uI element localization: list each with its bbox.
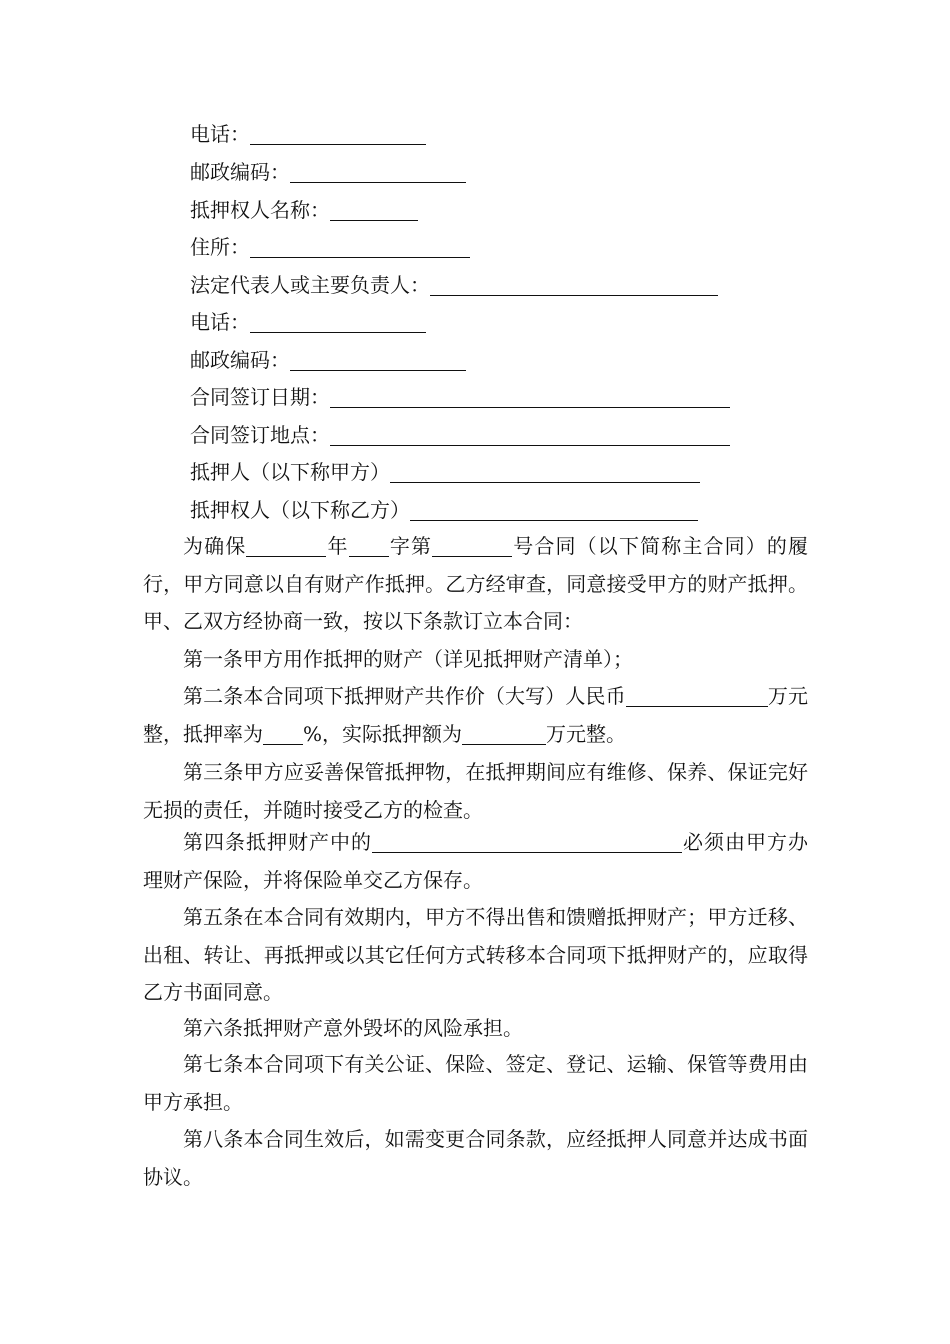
blank-line[interactable] xyxy=(626,686,746,707)
blank-line[interactable] xyxy=(746,686,768,707)
field-label: 合同签订日期： xyxy=(190,385,330,409)
field-label: 邮政编码： xyxy=(190,348,290,372)
field-label: 抵押权人名称： xyxy=(190,198,330,222)
blank-line[interactable] xyxy=(462,724,546,745)
blank-line[interactable] xyxy=(330,200,418,221)
blank-line[interactable] xyxy=(330,425,730,446)
blank-line[interactable] xyxy=(250,237,470,258)
blank-line[interactable] xyxy=(372,832,682,853)
sign-date-field xyxy=(190,382,730,412)
article-6: 第六条抵押财产意外毁坏的风险承担。 xyxy=(183,1016,523,1040)
blank-line[interactable] xyxy=(250,312,426,333)
article-2: 第二条本合同项下抵押财产共作价（大写）人民币 万元整，抵押率为 %，实际抵押额为 万元整。 xyxy=(143,684,808,746)
article-5: 第五条在本合同有效期内，甲方不得出售和馈赠抵押财产；甲方迁移、出租、转让、再抵押或以其它任何方式转移本合同项下抵押财产的，应取得乙方书面同意。 xyxy=(143,905,808,1004)
address-field xyxy=(190,232,470,262)
blank-line[interactable] xyxy=(246,536,326,557)
blank-line[interactable] xyxy=(263,724,303,745)
blank-line[interactable] xyxy=(330,387,730,408)
mortgagee-name-field xyxy=(190,195,418,225)
field-label: 电话： xyxy=(190,310,250,334)
blank-line[interactable] xyxy=(430,275,718,296)
blank-line[interactable] xyxy=(250,124,426,145)
field-label: 邮政编码： xyxy=(190,160,290,184)
blank-line[interactable] xyxy=(410,500,698,521)
blank-line[interactable] xyxy=(290,350,466,371)
phone-field-2 xyxy=(190,307,426,337)
blank-line[interactable] xyxy=(432,536,512,557)
article-3: 第三条甲方应妥善保管抵押物，在抵押期间应有维修、保养、保证完好无损的责任，并随时接受乙方的检查。 xyxy=(143,760,808,822)
field-label: 合同签订地点： xyxy=(190,423,330,447)
field-label: 抵押人（以下称甲方） xyxy=(190,460,390,484)
blank-line[interactable] xyxy=(349,536,389,557)
field-label: 抵押权人（以下称乙方） xyxy=(190,498,410,522)
field-label: 住所： xyxy=(190,235,250,259)
field-label: 电话： xyxy=(190,122,250,146)
phone-field-1 xyxy=(190,119,426,149)
blank-line[interactable] xyxy=(290,162,466,183)
article-8: 第八条本合同生效后，如需变更合同条款，应经抵押人同意并达成书面协议。 xyxy=(143,1127,808,1189)
mortgagor-field xyxy=(190,457,700,487)
legal-rep-field xyxy=(190,270,718,300)
intro-paragraph: 为确保 年 字第 号合同（以下简称主合同）的履行，甲方同意以自有财产作抵押。乙方经审查，同意接受甲方的财产抵押。甲、乙双方经协商一致，按以下条款订立本合同： xyxy=(143,534,809,633)
postcode-field-1 xyxy=(190,157,466,187)
article-7: 第七条本合同项下有关公证、保险、签定、登记、运输、保管等费用由甲方承担。 xyxy=(143,1052,808,1114)
article-4: 第四条抵押财产中的 必须由甲方办理财产保险，并将保险单交乙方保存。 xyxy=(143,830,808,892)
field-label: 法定代表人或主要负责人： xyxy=(190,273,430,297)
mortgagee-field xyxy=(190,495,698,525)
blank-line[interactable] xyxy=(390,462,700,483)
sign-place-field xyxy=(190,420,730,450)
article-1: 第一条甲方用作抵押的财产（详见抵押财产清单）； xyxy=(183,647,633,671)
postcode-field-2 xyxy=(190,345,466,375)
